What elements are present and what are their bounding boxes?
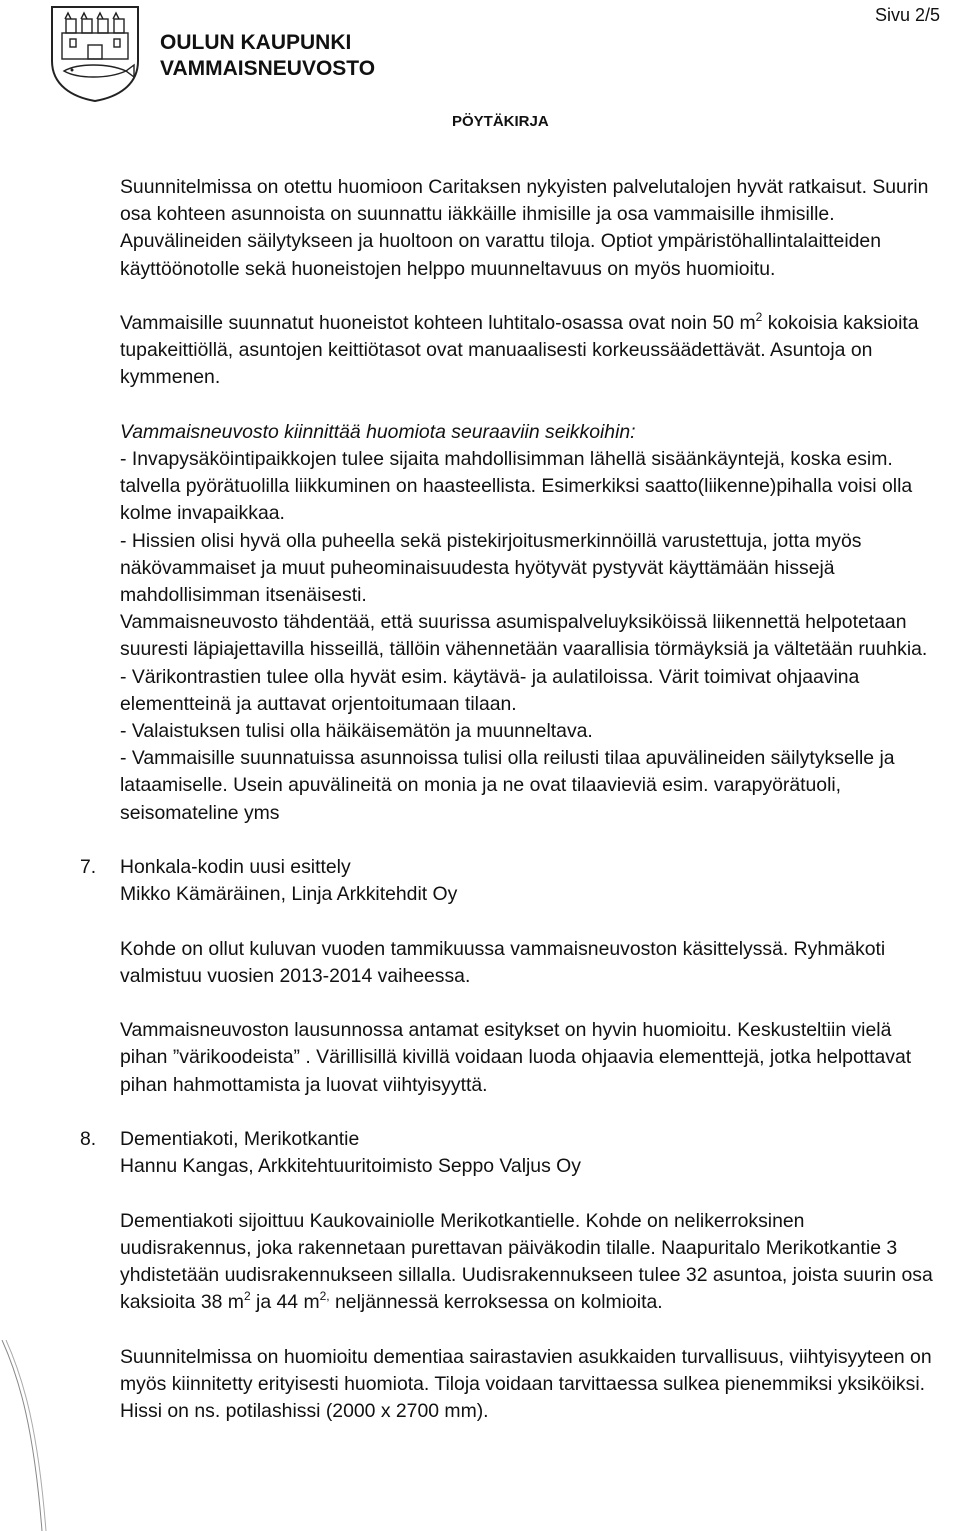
apartments-text-b: kokoisia kaksioita tupakeittiöllä, asuntojen keittiötasot ovat manuaalisesti korkeussäädettävät. Asuntoja on kymmenen. bbox=[120, 312, 919, 389]
item-8-number: 8. bbox=[80, 1128, 97, 1151]
item-8-text-a: Dementiakoti sijoittuu Kaukovainiolle Merikotkantielle. Kohde on nelikerroksinen uudisrakennus, joka rakennetaan purettavan päiväkodin tilalle. Naapuritalo Merikotkantie 3 yhdistetään uudisrakennukseen sillalla. Uudisrakennukseen tulee 32 asuntoa, joista suurin osa kaksioita 38 m bbox=[120, 1209, 933, 1314]
remark-lighting: - Valaistuksen tulisi olla häikäisemätön ja muunneltava. bbox=[120, 720, 593, 743]
remark-parking: - Invapysäköintipaikkojen tulee sijaita mahdollisimman lähellä sisäänkäyntejä, koska esim. talvella pyörätuolilla liikkuminen on haasteellista. Esimerkiksi saatto(liikenne)pihalla voisi olla kolme invapaikkaa. bbox=[120, 448, 913, 525]
document-body bbox=[80, 174, 940, 1425]
oulu-coat-of-arms-icon bbox=[48, 3, 142, 103]
paragraph-caritas: Suunnitelmissa on otettu huomioon Caritaksen nykyisten palvelutalojen hyvät ratkaisut. Suurin osa kohteen asunnoista on suunnattu iäkkäille ihmisille ja osa vammaisille ihmisille. Apuvälineiden säilytykseen ja huoltoon on varattu tiloja. Optiot ympäristöhallintalaitteiden käyttöönotolle sekä huoneistojen helppo muunneltavuus on myös huomioitu. bbox=[120, 176, 929, 280]
council-remarks-intro: Vammaisneuvosto kiinnittää huomiota seuraaviin seikkoihin: bbox=[120, 420, 636, 443]
superscript-2a: 2 bbox=[243, 1289, 251, 1304]
item-8-presenter: Hannu Kangas, Arkkitehtuuritoimisto Seppo Valjus Oy bbox=[120, 1155, 581, 1178]
item-7-title: Honkala-kodin uusi esittely bbox=[120, 856, 351, 879]
margin-decoration bbox=[0, 1340, 60, 1531]
item-7-paragraph-2: Vammaisneuvoston lausunnossa antamat esitykset on hyvin huomioitu. Keskusteltiin vielä pihan ”värikoodeista” . Värillisillä kivillä voidaan luoda ohjaavia elementtejä, jotka helpottavat pihan hahmottamista ja luovat viihtyisyyttä. bbox=[120, 1019, 912, 1096]
item-7-presenter: Mikko Kämäräinen, Linja Arkkitehdit Oy bbox=[120, 883, 458, 906]
remark-elevators: - Hissien olisi hyvä olla puheella sekä pistekirjoitusmerkinnöillä varustettuja, jotta myös näkövammaiset ja muut puheominaisuudesta hyötyvät pystyvät käyttämään hissejä mahdollisimman itsenäisesti. bbox=[120, 529, 862, 607]
agenda-item-7 bbox=[80, 854, 940, 1099]
item-7-number: 7. bbox=[80, 856, 97, 879]
remark-storage: - Vammaisille suunnatuissa asunnoissa tulisi olla reilusti tilaa apuvälineiden säilytykselle ja lataamiselle. Usein apuvälineitä on monia ja ne ovat tilaavieviä esim. varapyörätuoli, seisomateline yms bbox=[120, 747, 895, 824]
item-8-text-mid: ja 44 m bbox=[250, 1291, 320, 1314]
document-type: PÖYTÄKIRJA bbox=[452, 113, 549, 130]
organization-name bbox=[160, 30, 375, 82]
item-8-text-b: neljännessä kerroksessa on kolmioita. bbox=[329, 1291, 663, 1314]
org-council: VAMMAISNEUVOSTO bbox=[160, 57, 376, 80]
item-8-title: Dementiakoti, Merikotkantie bbox=[120, 1128, 360, 1151]
paragraph-apartments bbox=[120, 310, 940, 392]
apartments-text-a: Vammaisille suunnatut huoneistot kohteen luhtitalo-osassa ovat noin 50 m bbox=[120, 312, 756, 334]
remark-through-elevators: Vammaisneuvosto tähdentää, että suurissa asumispalveluyksiköissä liikennettä helpotetaan suuresti läpiajettavilla hisseillä, tällöin vähennetään vaarallisia törmäyksiä ja vältetään ruuhkia. bbox=[120, 611, 928, 661]
remark-contrast: - Värikontrastien tulee olla hyvät esim. käytävä- ja aulatiloissa. Värit toimivat ohjaavina elementteinä ja auttavat orjentoitumaan tilaan. bbox=[120, 665, 860, 715]
agenda-item-8 bbox=[80, 1126, 940, 1425]
superscript-2b: 2, bbox=[319, 1289, 330, 1304]
superscript-2: 2 bbox=[755, 310, 763, 324]
org-city: OULUN KAUPUNKI bbox=[160, 31, 352, 54]
page-number: Sivu 2/5 bbox=[874, 5, 940, 25]
item-8-paragraph-2: Suunnitelmissa on huomioitu dementiaa sairastavien asukkaiden turvallisuus, viihtyisyyteen on myös kiinnitetty erityisesti huomiota. Tiloja voidaan tarvittaessa sulkea pienemmiksi yksiköiksi. Hissi on ns. potilashissi (2000 x 2700 mm). bbox=[120, 1345, 932, 1423]
item-8-paragraph-1 bbox=[120, 1208, 940, 1317]
item-7-paragraph-1: Kohde on ollut kuluvan vuoden tammikuussa vammaisneuvoston käsittelyssä. Ryhmäkoti valmistuu vuosien 2013-2014 vaiheessa. bbox=[120, 937, 886, 987]
